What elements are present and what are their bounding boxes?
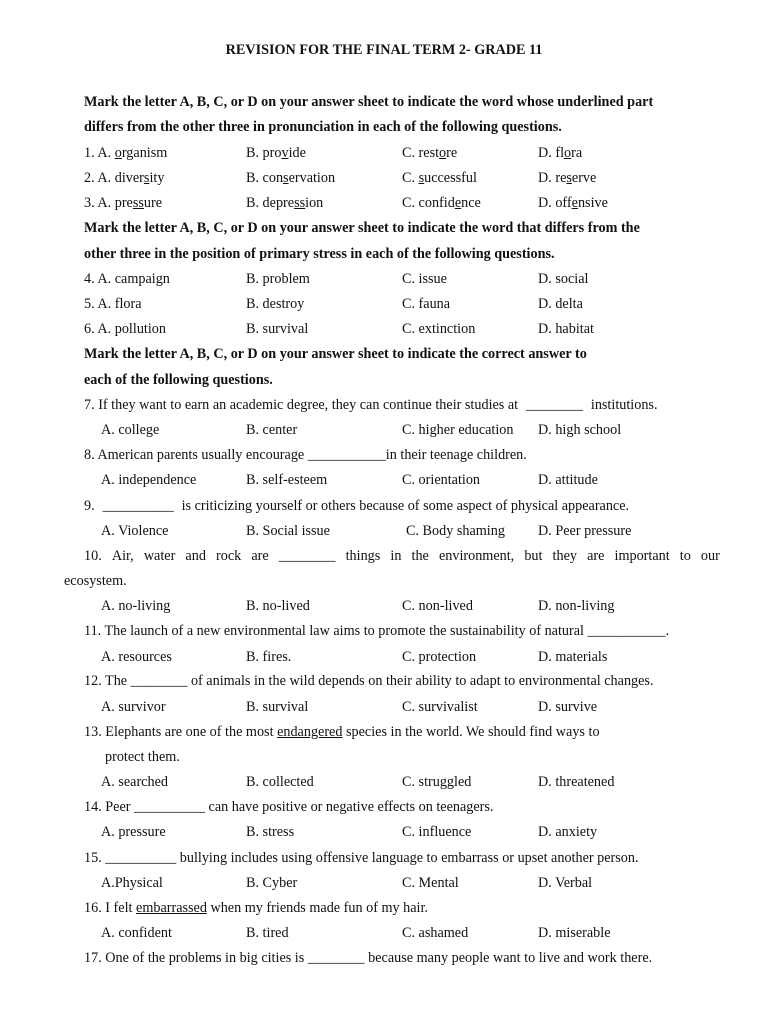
instruction-pronunciation-cont bbox=[0, 118, 768, 136]
option-d: D. non-living bbox=[538, 598, 615, 614]
instruction-pronunciation bbox=[0, 93, 768, 111]
answer-blank: ________ bbox=[526, 397, 583, 413]
option-a: A. no-living bbox=[101, 598, 171, 614]
instruction-line: differs from the other three in pronunciation in each of the following questions. bbox=[84, 119, 562, 135]
option-a: 1. A. organism bbox=[84, 145, 168, 161]
option-a: A. survivor bbox=[101, 699, 166, 715]
option-b: B. problem bbox=[246, 271, 310, 287]
instruction-line: Mark the letter A, B, C, or D on your answer sheet to indicate the word whose underlined part bbox=[84, 94, 654, 110]
question-16-stem bbox=[0, 899, 768, 917]
option-c: C. Body shaming bbox=[406, 523, 505, 539]
question-text: ecosystem. bbox=[64, 573, 127, 589]
option-b: B. Cyber bbox=[246, 875, 298, 891]
question-8-stem bbox=[0, 446, 768, 464]
question-15-options bbox=[0, 874, 768, 892]
option-d: D. threatened bbox=[538, 774, 615, 790]
option-d: D. survive bbox=[538, 699, 598, 715]
question-text: 16. I felt embarrassed when my friends made fun of my hair. bbox=[84, 900, 428, 916]
option-c: C. struggled bbox=[402, 774, 472, 790]
question-12-stem bbox=[0, 672, 768, 690]
question-text: 13. Elephants are one of the most endangered species in the world. We should find ways to bbox=[84, 724, 600, 740]
option-d: D. materials bbox=[538, 649, 608, 665]
option-a: A. Violence bbox=[101, 523, 169, 539]
option-b: B. tired bbox=[246, 925, 289, 941]
option-b: B. survival bbox=[246, 699, 309, 715]
option-c: C. Mental bbox=[402, 875, 459, 891]
answer-blank: ________ bbox=[130, 673, 188, 689]
page-title: REVISION FOR THE FINAL TERM 2- GRADE 11 bbox=[225, 42, 543, 58]
option-b: B. center bbox=[246, 422, 298, 438]
question-10-stem bbox=[0, 547, 768, 565]
question-3 bbox=[0, 194, 768, 212]
underlined-word: embarrassed bbox=[136, 900, 207, 916]
option-b: B. self-esteem bbox=[246, 472, 328, 488]
answer-blank: __________ bbox=[102, 498, 174, 514]
option-b: B. Social issue bbox=[246, 523, 330, 539]
answer-blank: ___________ bbox=[307, 447, 386, 463]
option-c: C. non-lived bbox=[402, 598, 473, 614]
option-a: A. confident bbox=[101, 925, 172, 941]
option-b: B. destroy bbox=[246, 296, 305, 312]
question-15-stem bbox=[0, 849, 768, 867]
answer-blank: __________ bbox=[105, 850, 177, 866]
question-16-options bbox=[0, 924, 768, 942]
instruction-correct bbox=[0, 345, 768, 363]
option-b: B. depression bbox=[246, 195, 324, 211]
option-c: C. influence bbox=[402, 824, 472, 840]
question-13-stem bbox=[0, 723, 768, 741]
option-d: D. delta bbox=[538, 296, 583, 312]
option-d: D. high school bbox=[538, 422, 622, 438]
question-17-stem bbox=[0, 949, 768, 967]
option-a: 4. A. campaign bbox=[84, 271, 170, 287]
option-d: D. social bbox=[538, 271, 589, 287]
question-7-options bbox=[0, 421, 768, 439]
answer-blank: ___________ bbox=[587, 623, 666, 639]
option-d: D. attitude bbox=[538, 472, 598, 488]
option-b: B. fires. bbox=[246, 649, 292, 665]
option-a: A.Physical bbox=[101, 875, 163, 891]
option-a: A. searched bbox=[101, 774, 168, 790]
question-2 bbox=[0, 169, 768, 187]
question-text: 14. Peer __________ can have positive or negative effects on teenagers. bbox=[84, 799, 494, 815]
option-c: C. orientation bbox=[402, 472, 481, 488]
option-d: D. anxiety bbox=[538, 824, 598, 840]
option-a: A. college bbox=[101, 422, 160, 438]
question-11-stem bbox=[0, 622, 768, 640]
instruction-line: each of the following questions. bbox=[84, 372, 273, 388]
question-text: 9. __________ is criticizing yourself or others because of some aspect of physical appearance. bbox=[84, 498, 630, 514]
option-b: B. no-lived bbox=[246, 598, 310, 614]
instruction-line: Mark the letter A, B, C, or D on your answer sheet to indicate the word that differs from the bbox=[84, 220, 640, 236]
question-14-options bbox=[0, 823, 768, 841]
option-b: B. conservation bbox=[246, 170, 336, 186]
option-d: D. miserable bbox=[538, 925, 611, 941]
question-text: protect them. bbox=[105, 749, 180, 765]
question-text: 12. The ________ of animals in the wild depends on their ability to adapt to environmental changes. bbox=[84, 673, 654, 689]
instruction-line: Mark the letter A, B, C, or D on your answer sheet to indicate the correct answer to bbox=[84, 346, 587, 362]
question-10-options bbox=[0, 597, 768, 615]
question-13-options bbox=[0, 773, 768, 791]
question-4 bbox=[0, 270, 768, 288]
question-13-stem-cont bbox=[0, 748, 768, 766]
question-9-stem bbox=[0, 497, 768, 515]
question-text: 17. One of the problems in big cities is ________ because many people want to live and work there. bbox=[84, 950, 653, 966]
question-11-options bbox=[0, 648, 768, 666]
question-6 bbox=[0, 320, 768, 338]
question-1 bbox=[0, 144, 768, 162]
option-b: B. collected bbox=[246, 774, 314, 790]
question-14-stem bbox=[0, 798, 768, 816]
question-text: 10. Air, water and rock are ________ things in the environment, but they are important to our bbox=[84, 548, 720, 564]
answer-blank: ________ bbox=[307, 950, 365, 966]
option-c: C. protection bbox=[402, 649, 477, 665]
option-b: B. provide bbox=[246, 145, 306, 161]
option-c: C. extinction bbox=[402, 321, 476, 337]
instruction-line: other three in the position of primary stress in each of the following questions. bbox=[84, 246, 555, 262]
option-a: A. pressure bbox=[101, 824, 166, 840]
option-c: C. survivalist bbox=[402, 699, 478, 715]
answer-blank: ________ bbox=[278, 548, 336, 564]
instruction-correct-cont bbox=[0, 371, 768, 389]
question-text: 15. __________ bullying includes using offensive language to embarrass or upset another person. bbox=[84, 850, 639, 866]
question-text: 7. If they want to earn an academic degree, they can continue their studies at ________ institutions. bbox=[84, 397, 658, 413]
question-8-options bbox=[0, 471, 768, 489]
instruction-stress-cont bbox=[0, 245, 768, 263]
question-7-stem bbox=[0, 396, 768, 414]
underlined-word: endangered bbox=[277, 724, 343, 740]
option-d: D. Verbal bbox=[538, 875, 593, 891]
option-c: C. ashamed bbox=[402, 925, 469, 941]
option-b: B. survival bbox=[246, 321, 309, 337]
question-12-options bbox=[0, 698, 768, 716]
option-c: C. confidence bbox=[402, 195, 481, 211]
option-c: C. successful bbox=[402, 170, 477, 186]
instruction-stress bbox=[0, 219, 768, 237]
option-a: A. independence bbox=[101, 472, 197, 488]
question-10-stem-cont bbox=[0, 572, 768, 590]
option-a: A. resources bbox=[101, 649, 172, 665]
option-c: C. fauna bbox=[402, 296, 451, 312]
option-a: 6. A. pollution bbox=[84, 321, 166, 337]
question-5 bbox=[0, 295, 768, 313]
option-c: C. issue bbox=[402, 271, 447, 287]
option-a: 2. A. diversity bbox=[84, 170, 165, 186]
question-text: 11. The launch of a new environmental law aims to promote the sustainability of natural ___________. bbox=[84, 623, 670, 639]
answer-blank: __________ bbox=[134, 799, 205, 815]
option-b: B. stress bbox=[246, 824, 295, 840]
option-d: D. Peer pressure bbox=[538, 523, 632, 539]
option-c: C. restore bbox=[402, 145, 458, 161]
option-d: D. habitat bbox=[538, 321, 594, 337]
question-9-options bbox=[0, 522, 768, 540]
option-c: C. higher education bbox=[402, 422, 514, 438]
option-a: 5. A. flora bbox=[84, 296, 142, 312]
option-d: D. flora bbox=[538, 145, 583, 161]
question-text: 8. American parents usually encourage ___________in their teenage children. bbox=[84, 447, 527, 463]
option-d: D. offensive bbox=[538, 195, 608, 211]
option-a: 3. A. pressure bbox=[84, 195, 163, 211]
option-d: D. reserve bbox=[538, 170, 597, 186]
